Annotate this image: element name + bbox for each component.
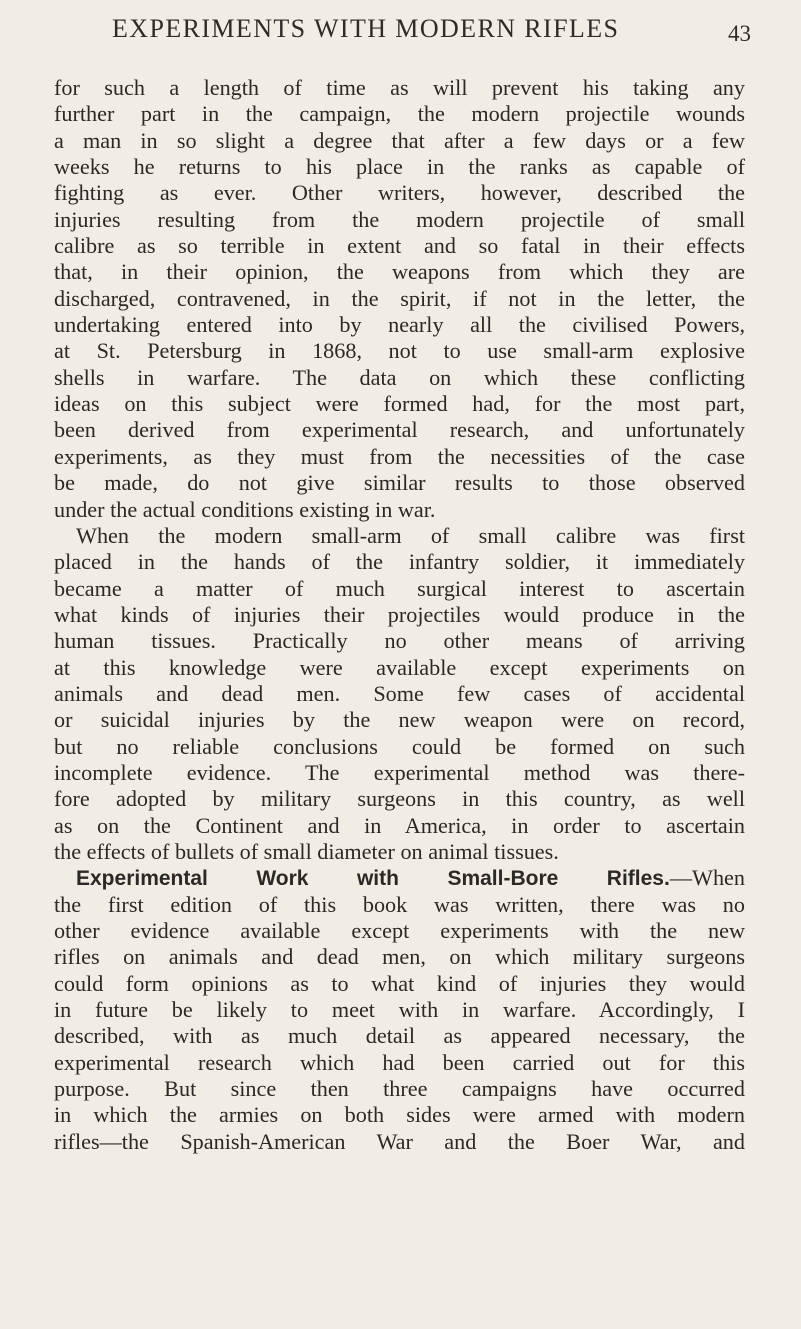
text-line: further part in the campaign, the modern projectile wounds <box>54 101 745 127</box>
text-line: human tissues. Practically no other means of arriving <box>54 628 745 654</box>
text-line: could form opinions as to what kind of injuries they would <box>54 970 745 996</box>
text-line: at this knowledge were available except experiments on <box>54 654 745 680</box>
text-line: shells in warfare. The data on which these conflicting <box>54 364 745 390</box>
text-line: or suicidal injuries by the new weapon were on record, <box>54 707 745 733</box>
text-line: fore adopted by military surgeons in this country, as well <box>54 786 745 812</box>
text-line: other evidence available except experiments with the new <box>54 918 745 943</box>
text-line: that, in their opinion, the weapons from which they are <box>54 259 745 285</box>
text-line: incomplete evidence. The experimental method was there- <box>54 759 745 785</box>
text-line: discharged, contravened, in the spirit, if not in the letter, the <box>54 285 745 311</box>
text-line: described, with as much detail as appeared necessary, the <box>54 1023 745 1049</box>
text-line: weeks he returns to his place in the ranks as capable of <box>54 154 745 180</box>
section-heading-line <box>54 865 745 891</box>
text-line: the effects of bullets of small diameter on animal tissues. <box>54 838 559 864</box>
text-line: animals and dead men. Some few cases of accidental <box>54 680 745 706</box>
text-line: rifles on animals and dead men, on which military surgeons <box>54 944 745 970</box>
running-title: EXPERIMENTS WITH MODERN RIFLES <box>112 14 620 43</box>
text-line: ideas on this subject were formed had, for the most part, <box>54 391 745 417</box>
text-line: became a matter of much surgical interest to ascertain <box>54 575 745 601</box>
section-heading-continuation: —When <box>669 865 745 891</box>
text-line: placed in the hands of the infantry soldier, it immediately <box>54 549 745 575</box>
text-line: undertaking entered into by nearly all the civilised Powers, <box>54 312 745 338</box>
section-heading: Experimental Work with Small-Bore Rifles. <box>76 867 670 891</box>
text-line: in which the armies on both sides were armed with modern <box>54 1102 745 1128</box>
text-line: experiments, as they must from the necessities of the case <box>54 443 745 469</box>
text-line: but no reliable conclusions could be formed on such <box>54 733 745 759</box>
text-line: When the modern small-arm of small calibre was first <box>76 522 745 548</box>
body-text <box>54 75 745 1155</box>
text-line: calibre as so terrible in extent and so fatal in their effects <box>54 233 745 259</box>
text-line: for such a length of time as will prevent his taking any <box>54 75 745 100</box>
text-line: as on the Continent and in America, in order to ascertain <box>54 812 745 838</box>
running-head <box>54 0 751 72</box>
text-line: at St. Petersburg in 1868, not to use small-arm explosive <box>54 338 745 364</box>
text-line: purpose. But since then three campaigns have occurred <box>54 1076 745 1102</box>
text-line: been derived from experimental research, and unfortunately <box>54 417 745 443</box>
text-line: be made, do not give similar results to those observed <box>54 470 745 496</box>
text-line: experimental research which had been carried out for this <box>54 1049 745 1075</box>
text-line: a man in so slight a degree that after a few days or a few <box>54 127 745 153</box>
text-line: what kinds of injuries their projectiles would produce in the <box>54 601 745 627</box>
text-line: fighting as ever. Other writers, however, described the <box>54 180 745 206</box>
text-line: the first edition of this book was written, there was no <box>54 891 745 917</box>
text-line: under the actual conditions existing in war. <box>54 496 436 522</box>
page-number: 43 <box>728 21 751 46</box>
text-line: rifles—the Spanish-American War and the Boer War, and <box>54 1128 745 1154</box>
text-line: in future be likely to meet with in warfare. Accordingly, I <box>54 997 745 1023</box>
text-line: injuries resulting from the modern projectile of small <box>54 206 745 232</box>
